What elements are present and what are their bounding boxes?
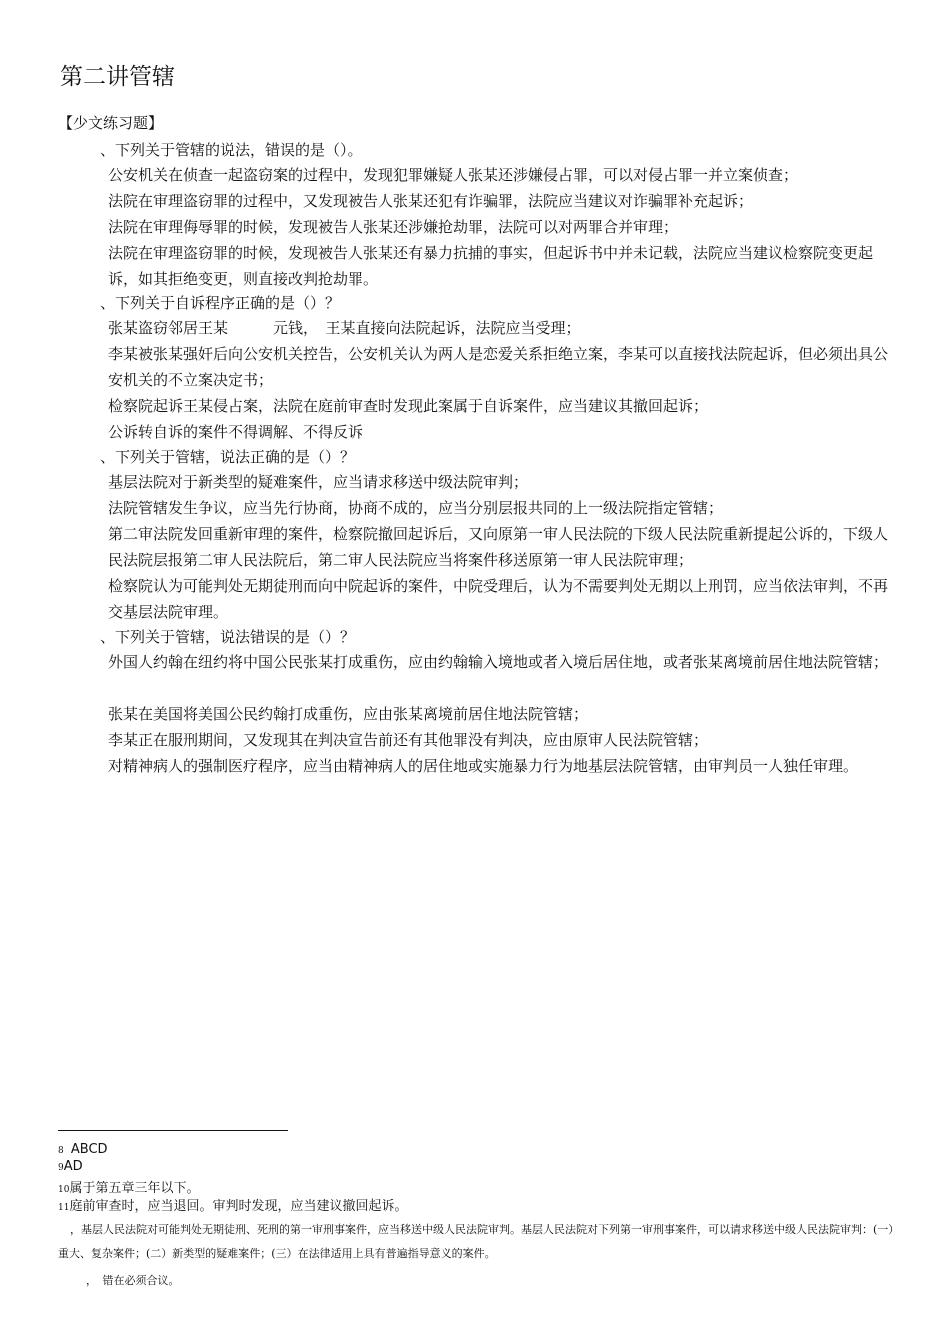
footnote-text: 庭前审查时，应当退回。审判时发现，应当建议撤回起诉。 bbox=[69, 1199, 408, 1214]
question-1-option-d: 法院在审理盗窃罪的时候，发现被告人张某还有暴力抗捕的事实，但起诉书中并未记载，法院应当建议检察院变更起诉，如其拒绝变更，则直接改判抢劫罪。 bbox=[108, 244, 874, 288]
footnote-text: 属于第五章三年以下。 bbox=[69, 1181, 200, 1196]
question-3-stem: 、下列关于管辖，说法正确的是（）？ bbox=[100, 448, 356, 466]
question-1-option-b: 法院在审理盗窃罪的过程中，又发现被告人张某还犯有诈骗罪，法院应当建议对诈骗罪补充起诉； bbox=[108, 192, 754, 210]
question-4-option-d: 对精神病人的强制医疗程序，应当由精神病人的居住地或实施暴力行为地基层法院管辖，由审判员一人独任审理。 bbox=[108, 757, 859, 775]
question-4-option-c: 李某正在服刑期间，又发现其在判决宣告前还有其他罪没有判决，应由原审人民法院管辖； bbox=[108, 731, 709, 749]
footnote-11 bbox=[58, 1195, 407, 1214]
question-4-option-a: 外国人约翰在纽约将中国公民张某打成重伤，应由约翰输入境地或者入境后居住地，或者张某离境前居住地法院管辖； bbox=[108, 653, 889, 671]
footnote-9 bbox=[58, 1159, 83, 1174]
question-1-option-c: 法院在审理侮辱罪的时候，发现被告人张某还涉嫌抢劫罪，法院可以对两罪合并审理； bbox=[108, 218, 679, 236]
page-title: 第二讲管辖 bbox=[60, 64, 175, 90]
footnote-divider bbox=[58, 1130, 288, 1131]
footnote-number: 8 bbox=[58, 1146, 64, 1156]
footnote-jurisdiction-note: ，基层人民法院对可能判处无期徒刑、死刑的第一审刑事案件，应当移送中级人民法院审判。基层人民法院对下列第一审刑事案件，可以请求移送中级人民法院审判：(一）重大、复杂案件；(二）新类型的疑难案件；(三）在法律适用上具有普遍指导意义的案件。 bbox=[58, 1223, 894, 1260]
question-2-stem: 、下列关于自诉程序正确的是（）？ bbox=[100, 294, 341, 312]
question-4-option-b: 张某在美国将美国公民约翰打成重伤，应由张某离境前居住地法院管辖； bbox=[108, 705, 589, 723]
question-1-stem: 、下列关于管辖的说法，错误的是（）。 bbox=[100, 141, 363, 159]
footnote-10 bbox=[58, 1177, 199, 1196]
footnote-number: 10 bbox=[58, 1185, 70, 1195]
question-3-option-d: 检察院认为可能判处无期徒刑而向中院起诉的案件，中院受理后，认为不需要判处无期以上刑罚，应当依法审判，不再交基层法院审理。 bbox=[108, 577, 889, 621]
question-3-option-a: 基层法院对于新类型的疑难案件，应当请求移送中级法院审判； bbox=[108, 473, 529, 491]
question-1-option-a: 公安机关在侦查一起盗窃案的过程中，发现犯罪嫌疑人张某还涉嫌侵占罪，可以对侵占罪一并立案侦查； bbox=[108, 166, 799, 184]
footnote-collegial-note: ， 错在必须合议。 bbox=[86, 1274, 180, 1287]
question-3-option-b: 法院管辖发生争议，应当先行协商，协商不成的，应当分别层报共同的上一级法院指定管辖； bbox=[108, 499, 724, 517]
footnote-text: AD bbox=[63, 1159, 83, 1174]
question-2-option-b: 李某被张某强奸后向公安机关控告，公安机关认为两人是恋爱关系拒绝立案，李某可以直接找法院起诉，但必须出具公安机关的不立案决定书； bbox=[108, 345, 889, 389]
section-label: 【少文练习题】 bbox=[58, 114, 164, 132]
question-2-option-a: 张某盗窃邻居王某 元钱， 王某直接向法院起诉，法院应当受理； bbox=[108, 319, 581, 337]
footnote-number: 9 bbox=[58, 1163, 64, 1173]
footnote-text: ABCD bbox=[70, 1142, 108, 1157]
footnote-8 bbox=[58, 1142, 108, 1157]
footnote-number: 11 bbox=[58, 1203, 70, 1213]
question-2-option-d: 公诉转自诉的案件不得调解、不得反诉 bbox=[108, 423, 364, 441]
question-3-option-c: 第二审法院发回重新审理的案件，检察院撤回起诉后，又向原第一审人民法院的下级人民法院重新提起公诉的，下级人民法院层报第二审人民法院后，第二审人民法院应当将案件移送原第一审人民法院审理； bbox=[108, 525, 889, 569]
question-4-stem: 、下列关于管辖，说法错误的是（）？ bbox=[100, 628, 356, 646]
question-2-option-c: 检察院起诉王某侵占案，法院在庭前审查时发现此案属于自诉案件，应当建议其撤回起诉； bbox=[108, 397, 709, 415]
